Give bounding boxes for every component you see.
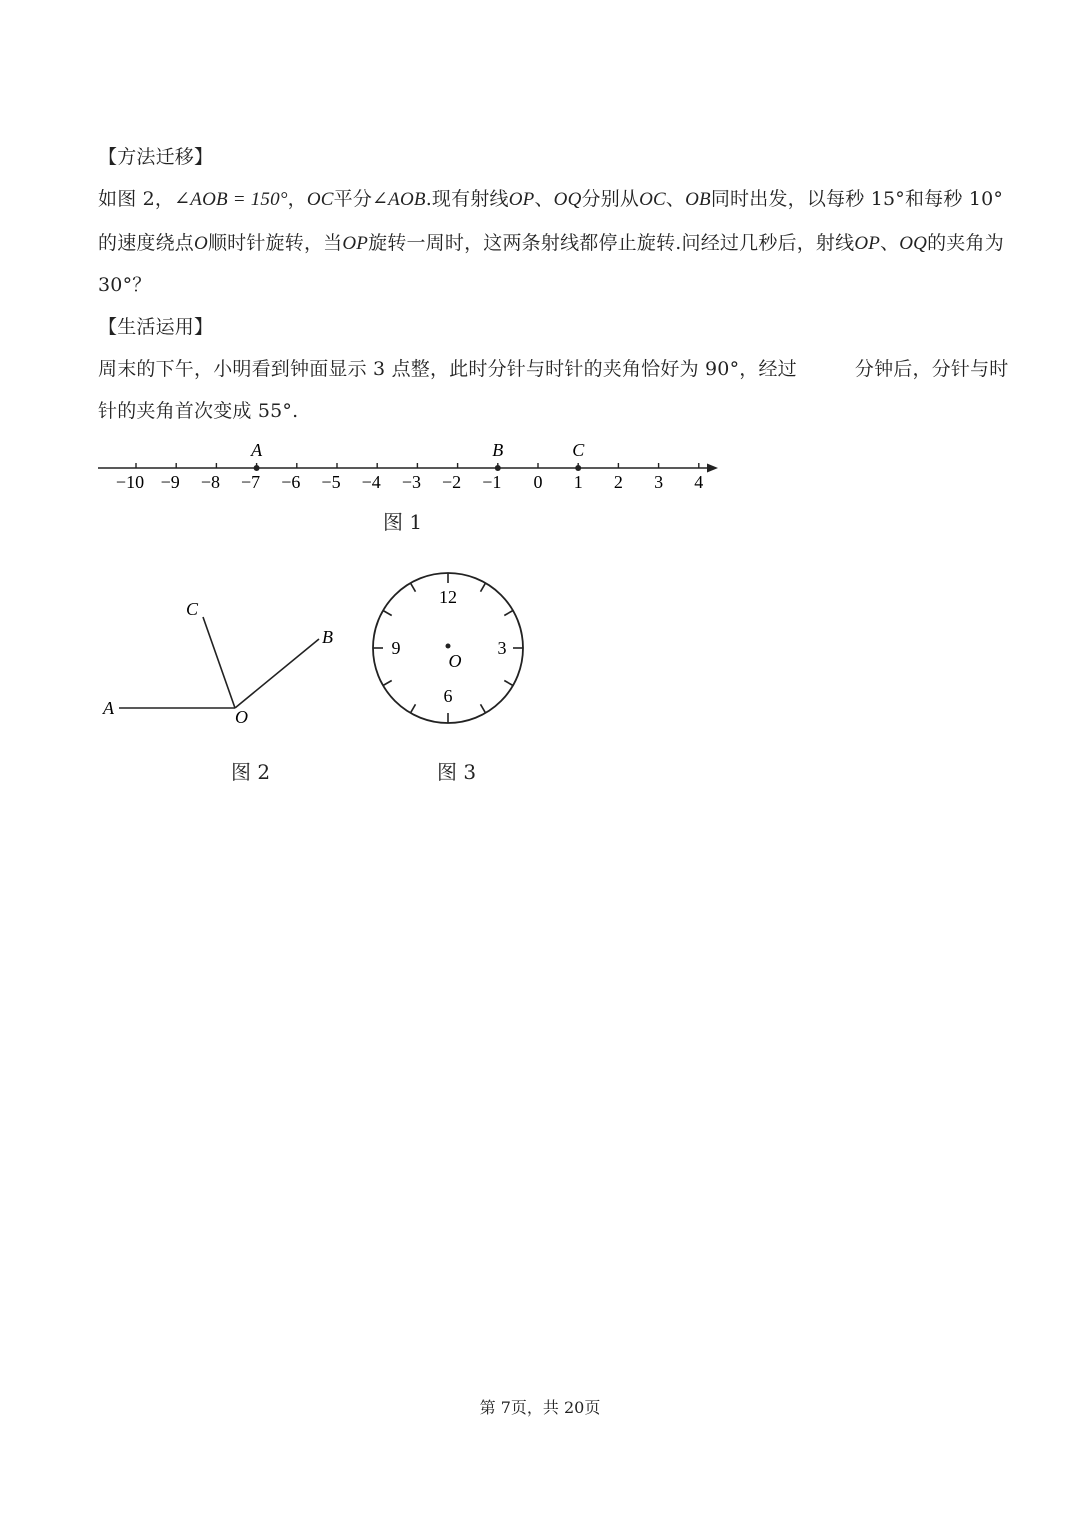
math: OP bbox=[342, 233, 369, 254]
label-O: O bbox=[235, 707, 248, 727]
text: 、 bbox=[665, 188, 686, 210]
number-line-tick-label: −7 bbox=[241, 472, 261, 492]
number-line-tick-label: −5 bbox=[321, 472, 341, 492]
text: 顺时针旋转，当 bbox=[207, 232, 343, 254]
clock-number-3: 3 bbox=[497, 638, 507, 658]
problem-line-3 bbox=[98, 270, 151, 297]
number-line-tick-label: −3 bbox=[401, 472, 421, 492]
figure2-angle-diagram bbox=[95, 595, 355, 735]
number-line-point-label: A bbox=[251, 440, 263, 460]
math: OP bbox=[508, 189, 535, 210]
math: O bbox=[194, 233, 208, 254]
label-A: A bbox=[103, 698, 114, 718]
ray-OB bbox=[235, 639, 319, 708]
clock-center-label: O bbox=[448, 651, 462, 671]
clock-tick bbox=[481, 704, 486, 713]
figure3-caption: 图 3 bbox=[437, 760, 477, 784]
math: OQ bbox=[553, 189, 582, 210]
number-line-tick-label: −4 bbox=[361, 472, 381, 492]
number-line-tick-label: 1 bbox=[573, 472, 583, 492]
number-line-point-label: B bbox=[492, 440, 504, 460]
number-line-point bbox=[254, 465, 260, 471]
text: 分别从 bbox=[581, 188, 640, 210]
number-line-arrow bbox=[707, 464, 718, 473]
number-line-tick-label: −8 bbox=[200, 472, 220, 492]
text: 平分 bbox=[333, 188, 373, 210]
number-line-point-label: C bbox=[572, 440, 585, 460]
number-line-tick-label: −6 bbox=[281, 472, 301, 492]
number-line-tick-label: 0 bbox=[533, 472, 543, 492]
problem-line-2 bbox=[98, 228, 1004, 255]
figure1-caption: 图 1 bbox=[383, 510, 423, 534]
clock-tick bbox=[504, 681, 513, 686]
life-line-2: 针的夹角首次变成 55°. bbox=[98, 400, 299, 422]
ray-OC bbox=[203, 617, 235, 708]
clock-number-12: 12 bbox=[439, 587, 457, 607]
section-heading-method: 【方法迁移】 bbox=[98, 146, 214, 168]
life-line-1 bbox=[98, 354, 1009, 381]
number-line-tick-label: −1 bbox=[482, 472, 502, 492]
math: OC bbox=[306, 189, 334, 210]
number-line-tick-label: −2 bbox=[442, 472, 462, 492]
text: 旋转一周时，这两条射线都停止旋转.问经过几秒后，射线 bbox=[368, 232, 855, 254]
life-text-a: 周末的下午，小明看到钟面显示 3 点整，此时分针与时针的夹角恰好为 90°，经过 bbox=[98, 358, 797, 380]
math: OB bbox=[685, 189, 711, 210]
number-line-point bbox=[575, 465, 581, 471]
math: ∠AOB bbox=[372, 189, 426, 210]
clock-tick bbox=[411, 704, 416, 713]
clock-tick bbox=[383, 681, 392, 686]
label-B: B bbox=[322, 627, 333, 647]
figure2-caption: 图 2 bbox=[231, 760, 271, 784]
clock-center-dot bbox=[446, 644, 451, 649]
clock-number-9: 9 bbox=[391, 638, 401, 658]
clock-tick bbox=[411, 583, 416, 592]
number-line-tick-label: −10 bbox=[115, 472, 145, 492]
figure3-clock bbox=[368, 568, 528, 728]
text: ， bbox=[287, 188, 307, 210]
clock-tick bbox=[383, 611, 392, 616]
text: .现有射线 bbox=[425, 188, 509, 210]
text: 30°？ bbox=[98, 274, 152, 296]
number-line-tick-label: −9 bbox=[160, 472, 180, 492]
number-line-tick-label: 4 bbox=[694, 472, 704, 492]
text: 的速度绕点 bbox=[98, 232, 195, 254]
number-line-tick-label: 3 bbox=[654, 472, 664, 492]
text: 的夹角为 bbox=[927, 232, 1004, 254]
number-line-point bbox=[495, 465, 501, 471]
page-footer: 第 7页，共 20页 bbox=[479, 1398, 601, 1417]
label-C: C bbox=[186, 599, 199, 619]
text: 、 bbox=[534, 188, 554, 210]
math: OP bbox=[854, 233, 881, 254]
text: 同时出发，以每秒 15°和每秒 10° bbox=[710, 188, 1004, 210]
math: OQ bbox=[899, 233, 928, 254]
clock-tick bbox=[504, 611, 513, 616]
life-text-b: 分钟后，分针与时 bbox=[854, 358, 1009, 380]
text: 如图 2， bbox=[98, 188, 175, 210]
math: OC bbox=[639, 189, 666, 210]
clock-tick bbox=[481, 583, 486, 592]
section-heading-life: 【生活运用】 bbox=[98, 316, 214, 338]
math: ∠AOB = 150° bbox=[174, 189, 288, 210]
problem-line-1 bbox=[98, 184, 1003, 211]
clock-number-6: 6 bbox=[443, 686, 453, 706]
text: 、 bbox=[880, 232, 900, 254]
number-line-tick-label: 2 bbox=[613, 472, 623, 492]
